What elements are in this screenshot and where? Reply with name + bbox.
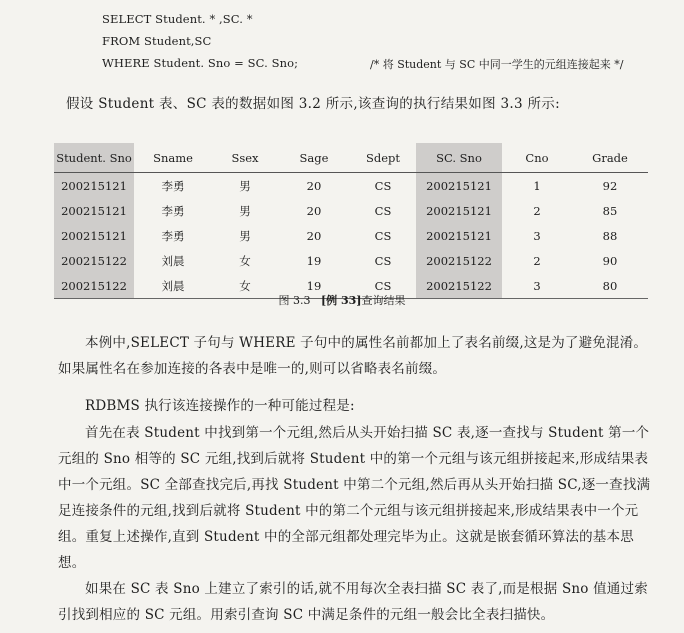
cell-cno: 1	[533, 178, 541, 193]
sql-from-line: FROM Student,SC	[102, 34, 212, 48]
cell-sdept: CS	[374, 253, 392, 268]
cell-sc-sno: 200215121	[416, 223, 502, 248]
cell-grade: 85	[602, 203, 618, 218]
col-header-ssex: Ssex	[212, 143, 278, 173]
cell-sname: 李勇	[161, 178, 185, 193]
cell-sage: 20	[306, 203, 322, 218]
col-header-student-sno: Student. Sno	[54, 143, 134, 173]
cell-sname: 李勇	[161, 228, 185, 243]
table-header-row	[54, 143, 648, 173]
sql-where-line: WHERE Student. Sno = SC. Sno;	[102, 56, 299, 70]
col-header-cno: Cno	[502, 143, 572, 173]
cell-sc-sno: 200215121	[416, 173, 502, 199]
cell-student-sno: 200215121	[54, 198, 134, 223]
cell-grade: 80	[572, 273, 648, 299]
cell-sc-sno: 200215122	[416, 248, 502, 273]
cell-student-sno: 200215122	[54, 273, 134, 299]
table-row	[54, 173, 648, 199]
table-row	[54, 198, 648, 223]
cell-sname: 刘晨	[134, 273, 212, 299]
cell-sdept: CS	[374, 228, 392, 243]
cell-sage: 20	[306, 228, 322, 243]
cell-grade: 88	[602, 228, 618, 243]
col-header-grade: Grade	[572, 143, 648, 173]
cell-sage: 20	[306, 178, 322, 193]
cell-student-sno: 200215121	[54, 223, 134, 248]
col-header-sage: Sage	[278, 143, 350, 173]
paragraph-1: 本例中,SELECT 子句与 WHERE 子句中的属性名前都加上了表名前缀,这是为了避免混淆。如果属性名在参加连接的各表中是唯一的,则可以省略表名前缀。	[58, 335, 648, 377]
intro-text: 假设 Student 表、SC 表的数据如图 3.2 所示,该查询的执行结果如图 3.3 所示:	[66, 96, 560, 112]
result-table	[54, 143, 648, 299]
figure-caption	[0, 292, 684, 308]
col-header-sc-sno: SC. Sno	[416, 143, 502, 173]
table-row	[54, 248, 648, 273]
cell-sc-sno: 200215121	[416, 198, 502, 223]
cell-sc-sno: 200215122	[416, 273, 502, 299]
cell-sdept: CS	[374, 203, 392, 218]
cell-sname: 刘晨	[161, 253, 185, 268]
cell-ssex: 女	[239, 253, 251, 268]
cell-sage: 19	[278, 273, 350, 299]
cell-grade: 92	[602, 178, 618, 193]
cell-sdept: CS	[350, 273, 416, 299]
cell-ssex: 男	[239, 228, 251, 243]
paragraph-2: RDBMS 执行该连接操作的一种可能过程是:	[85, 398, 355, 414]
cell-sdept: CS	[374, 178, 392, 193]
cell-ssex: 男	[239, 178, 251, 193]
col-header-sdept: Sdept	[350, 143, 416, 173]
figure-title: 查询结果	[361, 294, 406, 307]
cell-student-sno: 200215122	[54, 248, 134, 273]
example-label: [例 33]	[320, 294, 362, 307]
figure-number: 图 3.3	[278, 294, 311, 307]
cell-cno: 2	[533, 253, 541, 268]
table-row	[54, 223, 648, 248]
col-header-sname: Sname	[134, 143, 212, 173]
cell-cno: 2	[533, 203, 541, 218]
cell-ssex: 女	[212, 273, 278, 299]
paragraph-3: 首先在表 Student 中找到第一个元组,然后从头开始扫描 SC 表,逐一查找与 Student 第一个元组的 Sno 相等的 SC 元组,找到后就将 Student 中的第一个元组与该元组拼接起来,形成结果表中一个元组。SC 全部查找完后,再找 Student 中第二个元组,然后再从头开始扫描 SC,逐一查找满足连接条件的元组,找到后就将 Student 中的第二个元组与该元组拼接起来,形成结果表中一个元组。重复上述操作,直到 Student 中的全部元组都处理完毕为止。这就是嵌套循环算法的基本思想。	[58, 425, 651, 571]
cell-ssex: 男	[239, 203, 251, 218]
sql-comment: /* 将 Student 与 SC 中同一学生的元组连接起来 */	[370, 58, 624, 71]
cell-cno: 3	[533, 228, 541, 243]
paragraph-4: 如果在 SC 表 Sno 上建立了索引的话,就不用每次全表扫描 SC 表了,而是根据 Sno 值通过索引找到相应的 SC 元组。用索引查询 SC 中满足条件的元组一般会比全表扫描快。	[58, 581, 648, 623]
sql-select-line: SELECT Student. * ,SC. *	[102, 12, 253, 26]
cell-sage: 19	[306, 253, 322, 268]
cell-grade: 90	[602, 253, 618, 268]
cell-cno: 3	[502, 273, 572, 299]
cell-student-sno: 200215121	[54, 173, 134, 199]
cell-sname: 李勇	[161, 203, 185, 218]
